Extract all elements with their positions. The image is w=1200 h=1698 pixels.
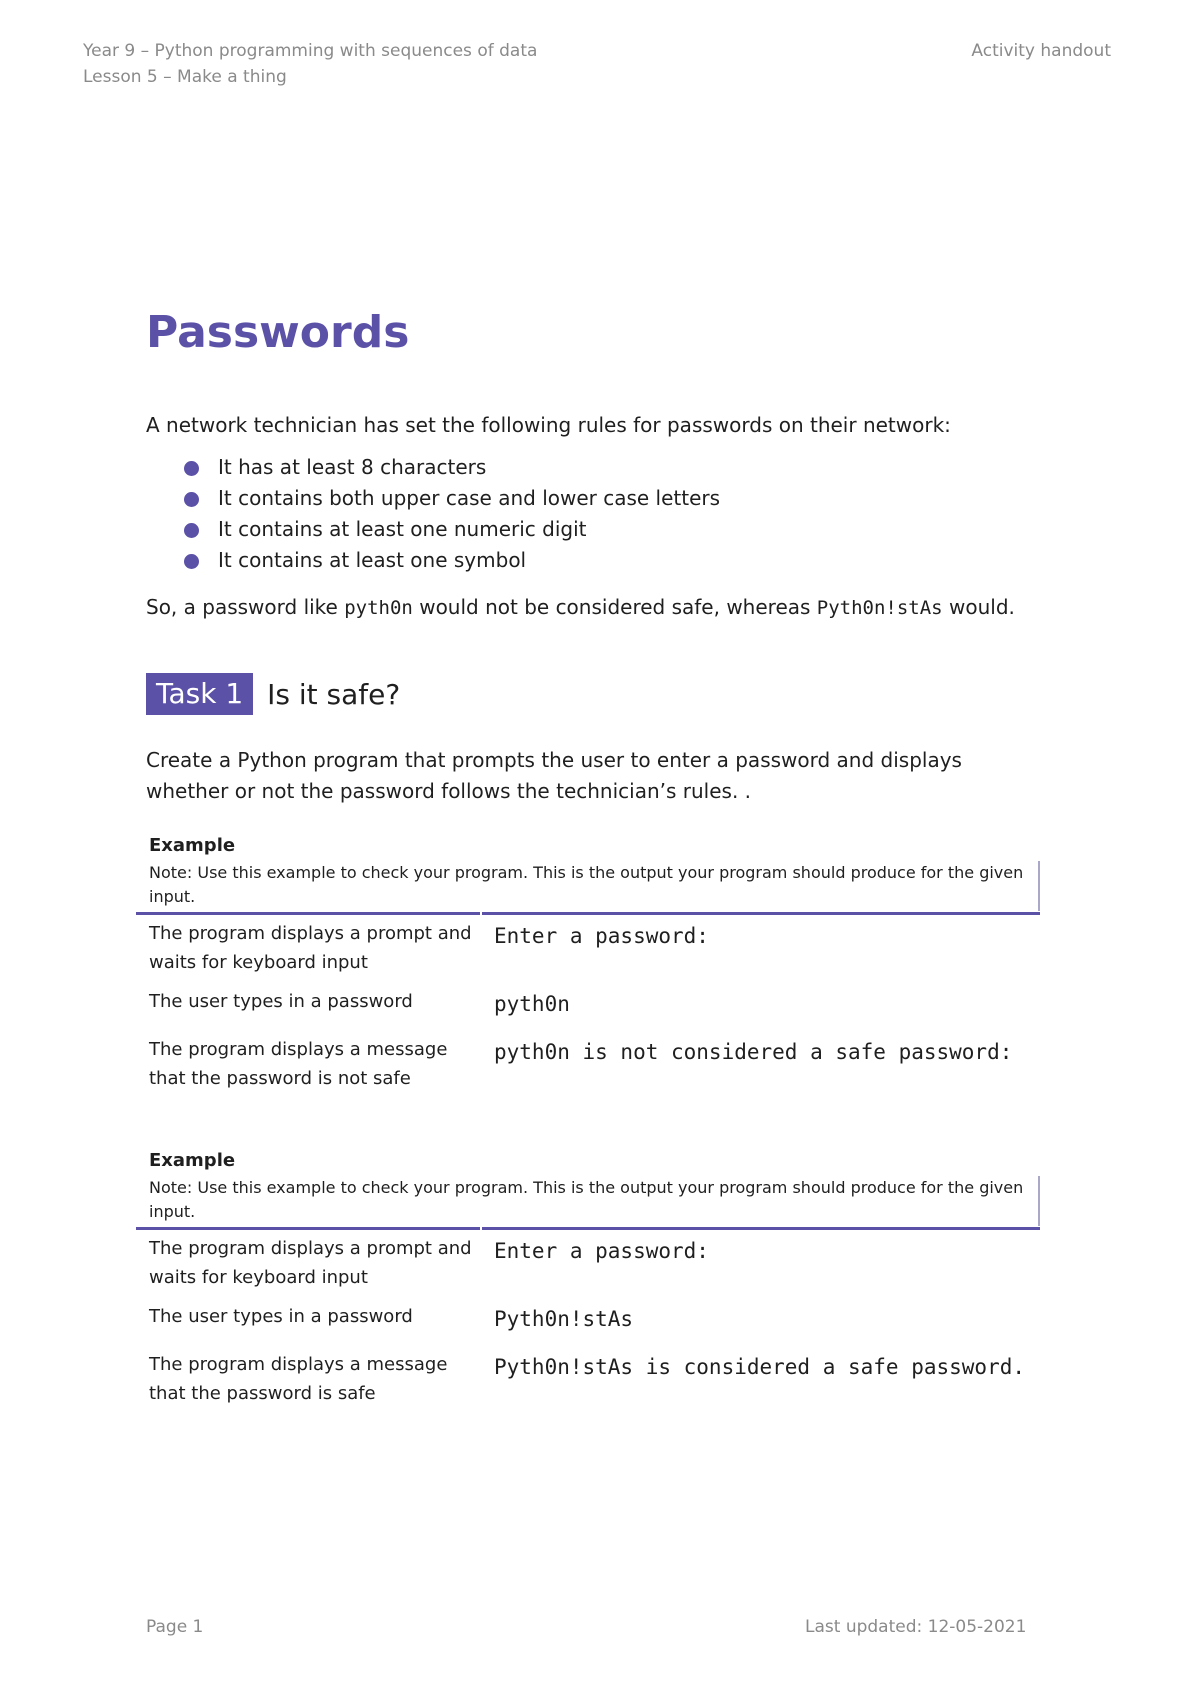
table-row (136, 1234, 1040, 1302)
handout-type: Activity handout (971, 41, 1111, 61)
divider (480, 912, 482, 918)
divider (136, 912, 1040, 915)
sentence-part: would not be considered safe, whereas (412, 595, 817, 619)
example-note: Note: Use this example to check your program. This is the output your program should produce for the given input. (149, 863, 1024, 906)
table-row (136, 987, 1040, 1035)
lesson-title: Lesson 5 – Make a thing (83, 67, 287, 87)
sentence-part: So, a password like (146, 595, 345, 619)
task-description: Create a Python program that prompts the user to enter a password and displays whether or not the password follows the technician’s rules. . (146, 748, 962, 803)
program-output: Pyth0n!stAs is considered a safe password. (494, 1355, 1026, 1379)
example-block (136, 833, 1040, 1115)
table-row (136, 1302, 1040, 1350)
program-output: pyth0n (494, 992, 570, 1016)
page-title: Passwords (146, 307, 410, 358)
program-output: Enter a password: (494, 924, 709, 948)
course-title: Year 9 – Python programming with sequences of data (83, 41, 538, 61)
rule-text: It contains both upper case and lower case letters (218, 486, 721, 510)
last-updated: Last updated: 12-05-2021 (805, 1617, 1027, 1637)
example-header (136, 833, 1040, 915)
example-label: Example (149, 1150, 236, 1171)
code-safe-password: Pyth0n!stAs (816, 597, 943, 619)
task-badge: Task 1 (146, 673, 253, 715)
bullet-icon (184, 461, 199, 476)
task-title: Is it safe? (267, 677, 401, 711)
program-output: Enter a password: (494, 1239, 709, 1263)
intro-text: A network technician has set the following rules for passwords on their network: (146, 413, 951, 437)
divider (480, 1227, 482, 1233)
example-sentence (146, 592, 1015, 623)
step-description: The program displays a message that the password is safe (149, 1354, 448, 1404)
rule-item (146, 545, 720, 576)
step-description: The program displays a prompt and waits for keyboard input (149, 923, 472, 973)
sentence-part: would. (942, 595, 1015, 619)
rules-list (146, 452, 720, 576)
rule-item (146, 514, 720, 545)
divider (136, 1227, 1040, 1230)
task-heading (146, 673, 400, 715)
bullet-icon (184, 492, 199, 507)
rule-text: It contains at least one numeric digit (218, 517, 587, 541)
code-unsafe-password: pyth0n (344, 597, 413, 619)
bullet-icon (184, 554, 199, 569)
step-description: The user types in a password (149, 991, 413, 1012)
table-row (136, 1350, 1040, 1430)
table-row (136, 1035, 1040, 1115)
divider (1038, 1176, 1040, 1226)
step-description: The user types in a password (149, 1306, 413, 1327)
rule-item (146, 483, 720, 514)
rule-item (146, 452, 720, 483)
bullet-icon (184, 523, 199, 538)
table-row (136, 919, 1040, 987)
step-description: The program displays a prompt and waits for keyboard input (149, 1238, 472, 1288)
step-description: The program displays a message that the password is not safe (149, 1039, 448, 1089)
example-header (136, 1148, 1040, 1230)
rule-text: It contains at least one symbol (218, 548, 527, 572)
page-number: Page 1 (146, 1617, 204, 1637)
divider (1038, 861, 1040, 911)
example-label: Example (149, 835, 236, 856)
example-rows (136, 915, 1040, 1115)
example-rows (136, 1230, 1040, 1430)
program-output: pyth0n is not considered a safe password: (494, 1040, 1013, 1064)
program-output: Pyth0n!stAs (494, 1307, 634, 1331)
header-left (83, 38, 537, 90)
rule-text: It has at least 8 characters (218, 455, 487, 479)
example-block (136, 1148, 1040, 1430)
example-note: Note: Use this example to check your program. This is the output your program should produce for the given input. (149, 1178, 1024, 1221)
